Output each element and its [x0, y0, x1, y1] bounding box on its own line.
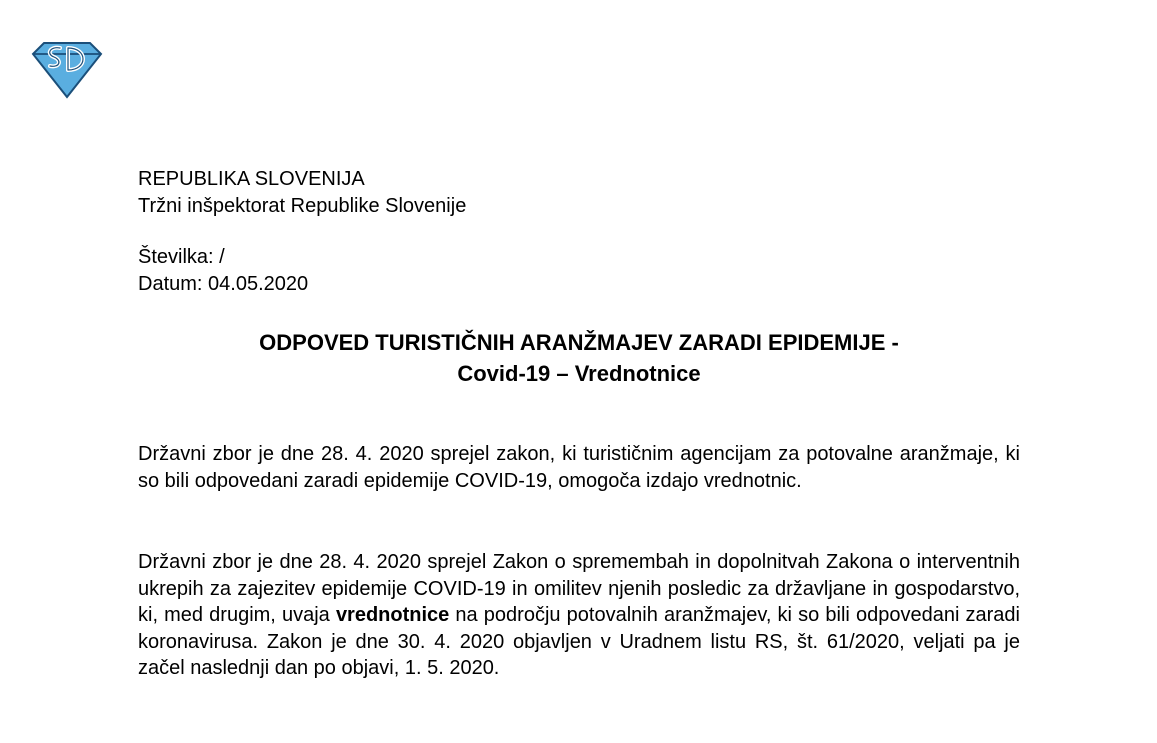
republic-name: REPUBLIKA SLOVENIJA	[138, 168, 365, 190]
header-block	[138, 166, 466, 220]
paragraph-2-bold: vrednotnice	[335, 604, 450, 626]
document-meta	[138, 244, 308, 298]
inspectorate-name: Tržni inšpektorat Republike Slovenije	[138, 195, 467, 217]
title-line-2: Covid-19 – Vrednotnice	[457, 361, 701, 386]
document-date: Datum: 04.05.2020	[138, 273, 309, 295]
paragraph-2	[138, 549, 1020, 682]
diamond-logo-icon	[30, 40, 104, 100]
paragraph-1: Državni zbor je dne 28. 4. 2020 sprejel zakon, ki turističnim agencijam za potovalne aranžmaje, ki so bili odpovedani zaradi epidemije COVID-19, omogoča izdajo vrednotnic.	[138, 443, 1020, 492]
document-title	[138, 327, 1020, 389]
document-number: Številka: /	[138, 246, 225, 268]
title-line-1: ODPOVED TURISTIČNIH ARANŽMAJEV ZARADI EPIDEMIJE -	[259, 330, 899, 355]
paragraph-2-end: na področju potovalnih aranžmajev, ki so bili odpovedani zaradi koronavirusa. Zakon je dne 30. 4. 2020 objavljen v Uradnem listu RS, št. 61/2020, veljati pa je začel naslednji dan po objavi, 1. 5. 2020.	[138, 604, 1020, 679]
paragraph-2-start: Državni zbor je dne 28. 4. 2020 sprejel Zakon o spremembah in dopolnitvah Zakona o interventnih ukrepih za zajezitev epidemije COVID-19 in omilitev njenih posledic za državljane in gospodarstvo, ki, med drugim, uvaja	[138, 551, 1020, 626]
ti-logo	[30, 40, 104, 100]
